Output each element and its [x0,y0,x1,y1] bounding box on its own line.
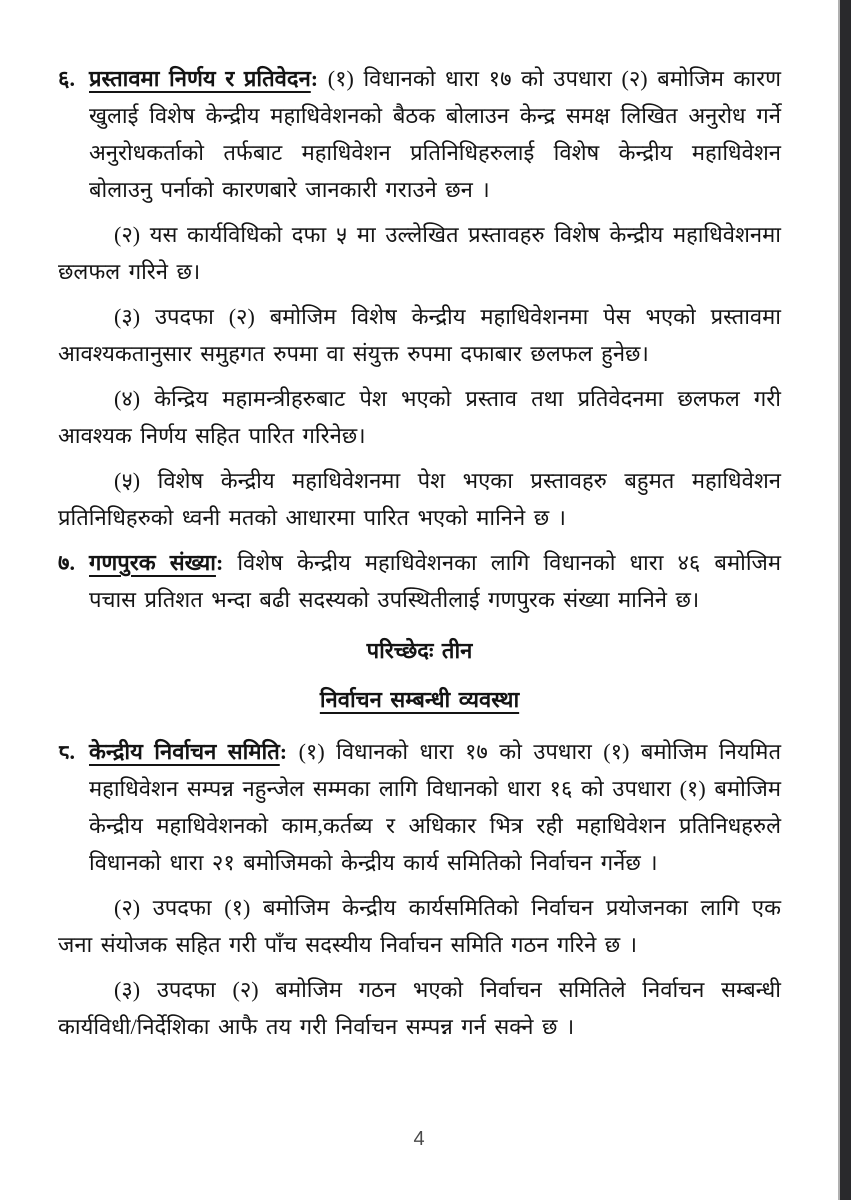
chapter-title: निर्वाचन सम्बन्धी व्यवस्था [319,687,520,712]
section-6-number: ६. [58,66,75,91]
section-6-intro: (१) विधानको धारा १७ को उपधारा (२) बमोजिम कारण खुलाई विशेष केन्द्रीय महाधिवेशनको बैठक बोलाउन केन्द्र समक्ष लिखित अनुरोध गर्ने अनुरोधकर्ताको तर्फबाट महाधिवेशन प्रतिनिधिहरुलाई विशेष केन्द्रीय महाधिवेशन बोलाउनु पर्नाको कारणबारे जानकारी गराउने छन । [89,66,781,202]
section-7-colon: : [215,550,224,575]
page-edge-shadow [838,0,851,1200]
section-8-number: ८. [58,739,75,764]
section-6-colon: : [310,66,319,91]
section-8-intro: (१) विधानको धारा १७ को उपधारा (१) बमोजिम नियमित महाधिवेशन सम्पन्न नहुन्जेल सम्मका लागि विधानको धारा १६ को उपधारा (१) बमोजिम केन्द्रीय महाधिवेशनको काम,कर्तब्य र अधिकार भित्र रही महाधिवेशन प्रतिनिधहरुले विधानको धारा २१ बमोजिमको केन्द्रीय कार्य समितिको निर्वाचन गर्नेछ । [89,739,781,875]
section-8-clause-2: (२) उपदफा (१) बमोजिम केन्द्रीय कार्यसमितिको निर्वाचन प्रयोजनका लागि एक जना संयोजक सहित गरी पाँच सदस्यीय निर्वाचन समिति गठन गरिने छ । [58,895,781,957]
section-8-colon: : [279,739,288,764]
section-8 [58,733,781,881]
section-6-clause-4: (४) केन्द्रिय महामन्त्रीहरुबाट पेश भएको प्रस्ताव तथा प्रतिवेदनमा छलफल गरी आवश्यक निर्णय सहित पारित गरिनेछ। [58,386,781,448]
chapter-label: परिच्छेदः तीन [366,638,473,663]
page-number: 4 [413,1128,425,1150]
section-6-clause-2: (२) यस कार्यविधिको दफा ५ मा उल्लेखित प्रस्तावहरु विशेष केन्द्रीय महाधिवेशनमा छलफल गरिने छ। [58,222,781,284]
section-7-intro: विशेष केन्द्रीय महाधिवेशनका लागि विधानको धारा ४६ बमोजिम पचास प्रतिशत भन्दा बढी सदस्यको उपस्थितीलाई गणपुरक संख्या मानिने छ। [89,550,782,612]
section-6 [58,60,781,208]
section-8-clause-3: (३) उपदफा (२) बमोजिम गठन भएको निर्वाचन समितिले निर्वाचन सम्बन्धी कार्यविधी/निर्देशिका आफै तय गरी निर्वाचन सम्पन्न गर्न सक्ने छ । [58,977,781,1039]
section-7-number: ७. [58,550,75,575]
section-7-title: गणपुरक संख्या [89,550,216,575]
section-6-clause-5: (५) विशेष केन्द्रीय महाधिवेशनमा पेश भएका प्रस्तावहरु बहुमत महाधिवेशन प्रतिनिधिहरुको ध्वनी मतको आधारमा पारित भएको मानिने छ । [58,468,781,530]
section-6-clause-3: (३) उपदफा (२) बमोजिम विशेष केन्द्रीय महाधिवेशनमा पेस भएको प्रस्तावमा आवश्यकतानुसार समुहगत रुपमा वा संयुक्त रुपमा दफाबार छलफल हुनेछ। [58,304,781,366]
section-6-title: प्रस्तावमा निर्णय र प्रतिवेदन [89,66,311,91]
section-7 [58,544,781,618]
section-8-title: केन्द्रीय निर्वाचन समिति [89,739,280,764]
